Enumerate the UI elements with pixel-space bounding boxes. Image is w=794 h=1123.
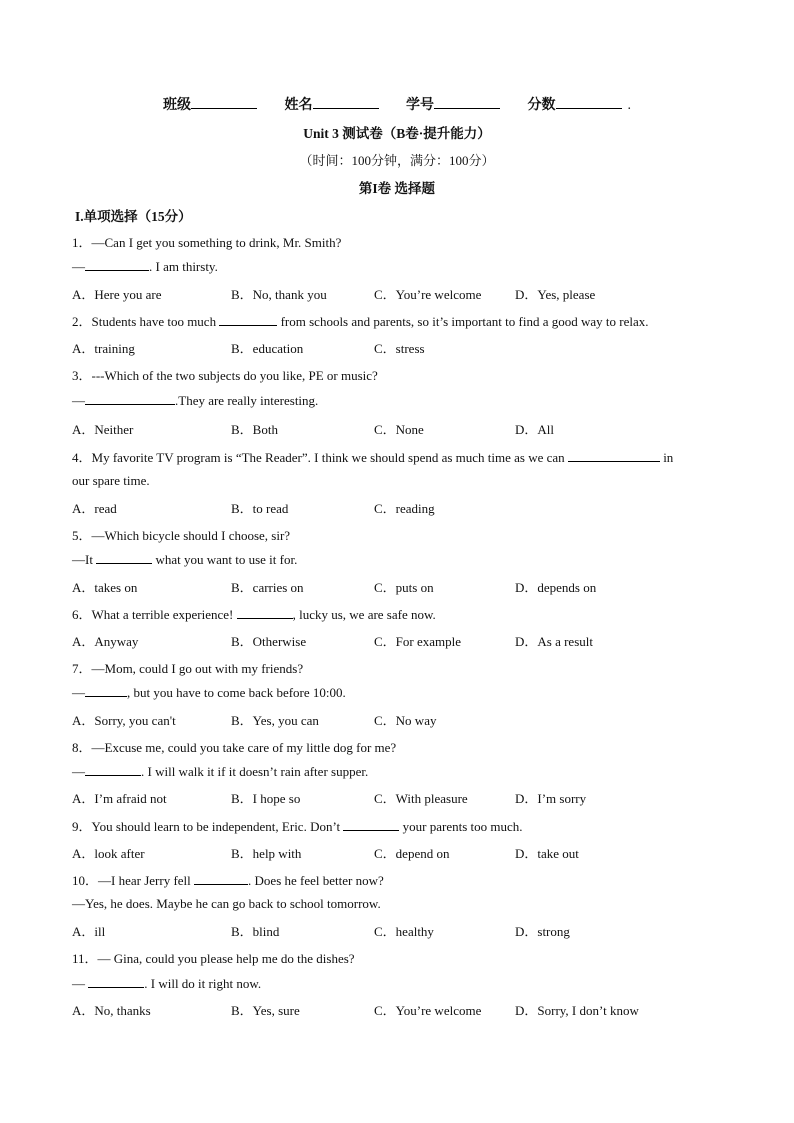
question-text: —Yes, he does. Maybe he can go back to school tomorrow. <box>72 896 381 911</box>
name-field: 姓名 <box>285 94 379 114</box>
question-2-option-A[interactable]: A．training <box>72 341 135 356</box>
answer-blank[interactable] <box>96 551 152 564</box>
question-6-option-A[interactable]: A．Anyway <box>72 634 139 649</box>
question-9-option-B[interactable]: B．help with <box>231 846 302 861</box>
question-4-line-2 <box>72 473 150 489</box>
question-11-option-B[interactable]: B．Yes, sure <box>231 1003 300 1018</box>
question-text-continued: , lucky us, we are safe now. <box>292 607 436 622</box>
question-11-option-D[interactable]: D．Sorry, I don’t know <box>515 1003 639 1018</box>
question-6-line-1 <box>72 604 436 623</box>
question-text: — Gina, could you please help me do the dishes? <box>97 951 355 966</box>
question-number: 2． <box>72 314 92 329</box>
question-8-option-A[interactable]: A．I’m afraid not <box>72 791 167 806</box>
question-2-line-1 <box>72 311 649 330</box>
answer-blank[interactable] <box>85 392 175 405</box>
question-3-line-1 <box>72 365 378 384</box>
question-text: What a terrible experience! <box>91 607 237 622</box>
question-6-option-D[interactable]: D．As a result <box>515 634 593 649</box>
question-text: —Mom, could I go out with my friends? <box>91 661 304 676</box>
question-text: — <box>72 764 85 779</box>
section-title: I.单项选择（15分） <box>75 209 192 224</box>
question-text: — <box>72 393 85 408</box>
question-text-continued: your parents too much. <box>399 819 523 834</box>
question-number: 8． <box>72 740 92 755</box>
question-number: 1． <box>72 235 92 250</box>
question-1-line-2 <box>72 258 218 275</box>
question-text: —Which bicycle should I choose, sir? <box>91 528 291 543</box>
question-7-option-A[interactable]: A．Sorry, you can't <box>72 713 176 728</box>
question-number: 7． <box>72 661 92 676</box>
question-4-option-C[interactable]: C．reading <box>374 501 435 516</box>
question-number: 4． <box>72 450 92 465</box>
part-title: 第I卷 选择题 <box>358 181 436 196</box>
question-number: 6． <box>72 607 92 622</box>
question-text: —Excuse me, could you take care of my little dog for me? <box>91 740 397 755</box>
question-text: — <box>72 685 85 700</box>
question-number: 11． <box>72 951 98 966</box>
answer-blank[interactable] <box>194 872 248 885</box>
question-4-line-1 <box>72 447 673 466</box>
question-5-option-D[interactable]: D．depends on <box>515 580 597 595</box>
question-1-option-C[interactable]: C．You’re welcome <box>374 287 482 302</box>
id-field: 学号 <box>406 94 500 114</box>
answer-blank[interactable] <box>88 975 144 988</box>
question-10-line-1 <box>72 870 384 889</box>
question-6-option-B[interactable]: B．Otherwise <box>231 634 307 649</box>
question-3-option-A[interactable]: A．Neither <box>72 422 134 437</box>
question-text-continued: what you want to use it for. <box>152 552 298 567</box>
question-1-line-1 <box>72 232 341 251</box>
student-info-row <box>0 94 794 114</box>
question-text-continued: . I will do it right now. <box>144 976 262 991</box>
question-text-continued: , but you have to come back before 10:00. <box>127 685 346 700</box>
question-7-line-2 <box>72 684 346 701</box>
question-number: 5． <box>72 528 92 543</box>
question-text: ---Which of the two subjects do you like, PE or music? <box>91 368 378 383</box>
question-1-option-D[interactable]: D．Yes, please <box>515 287 596 302</box>
question-2-option-C[interactable]: C．stress <box>374 341 425 356</box>
question-4-option-B[interactable]: B．to read <box>231 501 289 516</box>
answer-blank[interactable] <box>85 763 141 776</box>
question-11-line-1 <box>72 948 355 967</box>
question-text: —It <box>72 552 97 567</box>
class-blank[interactable] <box>191 94 257 109</box>
question-text: —I hear Jerry fell <box>98 873 195 888</box>
question-10-option-C[interactable]: C．healthy <box>374 924 434 939</box>
question-9-line-1 <box>72 816 523 835</box>
question-3-line-2 <box>72 392 318 409</box>
question-text: My favorite TV program is “The Reader”. I think we should spend as much time as we can <box>91 450 568 465</box>
answer-blank[interactable] <box>85 258 149 271</box>
question-11-option-C[interactable]: C．You’re welcome <box>374 1003 482 1018</box>
question-number: 3． <box>72 368 92 383</box>
question-2-option-B[interactable]: B．education <box>231 341 304 356</box>
question-3-option-D[interactable]: D．All <box>515 422 555 437</box>
question-10-option-A[interactable]: A．ill <box>72 924 106 939</box>
class-field: 班级 <box>163 94 257 114</box>
question-10-option-D[interactable]: D．strong <box>515 924 570 939</box>
question-text-continued: in <box>659 450 674 465</box>
question-text-continued: . I am thirsty. <box>149 259 218 274</box>
exam-subtitle: （时间：100分钟，满分：100分） <box>299 153 495 168</box>
question-7-option-B[interactable]: B．Yes, you can <box>231 713 319 728</box>
question-8-line-2 <box>72 763 368 780</box>
question-7-option-C[interactable]: C．No way <box>374 713 437 728</box>
question-9-option-D[interactable]: D．take out <box>515 846 579 861</box>
exam-title: Unit 3 测试卷（B卷·提升能力） <box>303 126 491 141</box>
question-5-option-B[interactable]: B．carries on <box>231 580 304 595</box>
answer-blank[interactable] <box>237 606 293 619</box>
question-8-option-D[interactable]: D．I’m sorry <box>515 791 587 806</box>
question-10-line-2 <box>72 896 381 912</box>
score-field: 分数 . <box>528 94 632 114</box>
question-7-line-1 <box>72 658 303 677</box>
question-text: You should learn to be independent, Eric. Don’t <box>91 819 344 834</box>
question-4-option-A[interactable]: A．read <box>72 501 117 516</box>
question-9-option-C[interactable]: C．depend on <box>374 846 450 861</box>
question-5-option-C[interactable]: C．puts on <box>374 580 434 595</box>
question-6-option-C[interactable]: C．For example <box>374 634 462 649</box>
question-3-option-B[interactable]: B．Both <box>231 422 278 437</box>
name-blank[interactable] <box>313 94 379 109</box>
question-text-continued: .They are really interesting. <box>175 393 319 408</box>
question-text-continued: . I will walk it if it doesn’t rain after supper. <box>141 764 369 779</box>
question-text: Students have too much <box>91 314 220 329</box>
question-1-option-B[interactable]: B．No, thank you <box>231 287 327 302</box>
question-9-option-A[interactable]: A．look after <box>72 846 145 861</box>
score-blank[interactable] <box>556 94 622 109</box>
question-11-line-2 <box>72 975 261 992</box>
question-8-option-B[interactable]: B．I hope so <box>231 791 301 806</box>
question-text: — <box>72 259 85 274</box>
question-10-option-B[interactable]: B．blind <box>231 924 280 939</box>
question-8-line-1 <box>72 737 396 756</box>
question-3-option-C[interactable]: C．None <box>374 422 424 437</box>
question-text: our spare time. <box>72 473 150 488</box>
question-text: —Can I get you something to drink, Mr. Smith? <box>91 235 342 250</box>
question-11-option-A[interactable]: A．No, thanks <box>72 1003 151 1018</box>
question-number: 10． <box>72 873 99 888</box>
answer-blank[interactable] <box>568 449 660 462</box>
answer-blank[interactable] <box>343 818 399 831</box>
answer-blank[interactable] <box>219 313 277 326</box>
question-8-option-C[interactable]: C．With pleasure <box>374 791 468 806</box>
id-blank[interactable] <box>434 94 500 109</box>
question-text-continued: from schools and parents, so it’s important to find a good way to relax. <box>277 314 649 329</box>
question-text: — <box>72 976 89 991</box>
question-5-option-A[interactable]: A．takes on <box>72 580 138 595</box>
question-5-line-2 <box>72 551 297 568</box>
question-1-option-A[interactable]: A．Here you are <box>72 287 162 302</box>
question-number: 9． <box>72 819 92 834</box>
answer-blank[interactable] <box>85 684 127 697</box>
question-text-continued: . Does he feel better now? <box>248 873 384 888</box>
question-5-line-1 <box>72 525 290 544</box>
